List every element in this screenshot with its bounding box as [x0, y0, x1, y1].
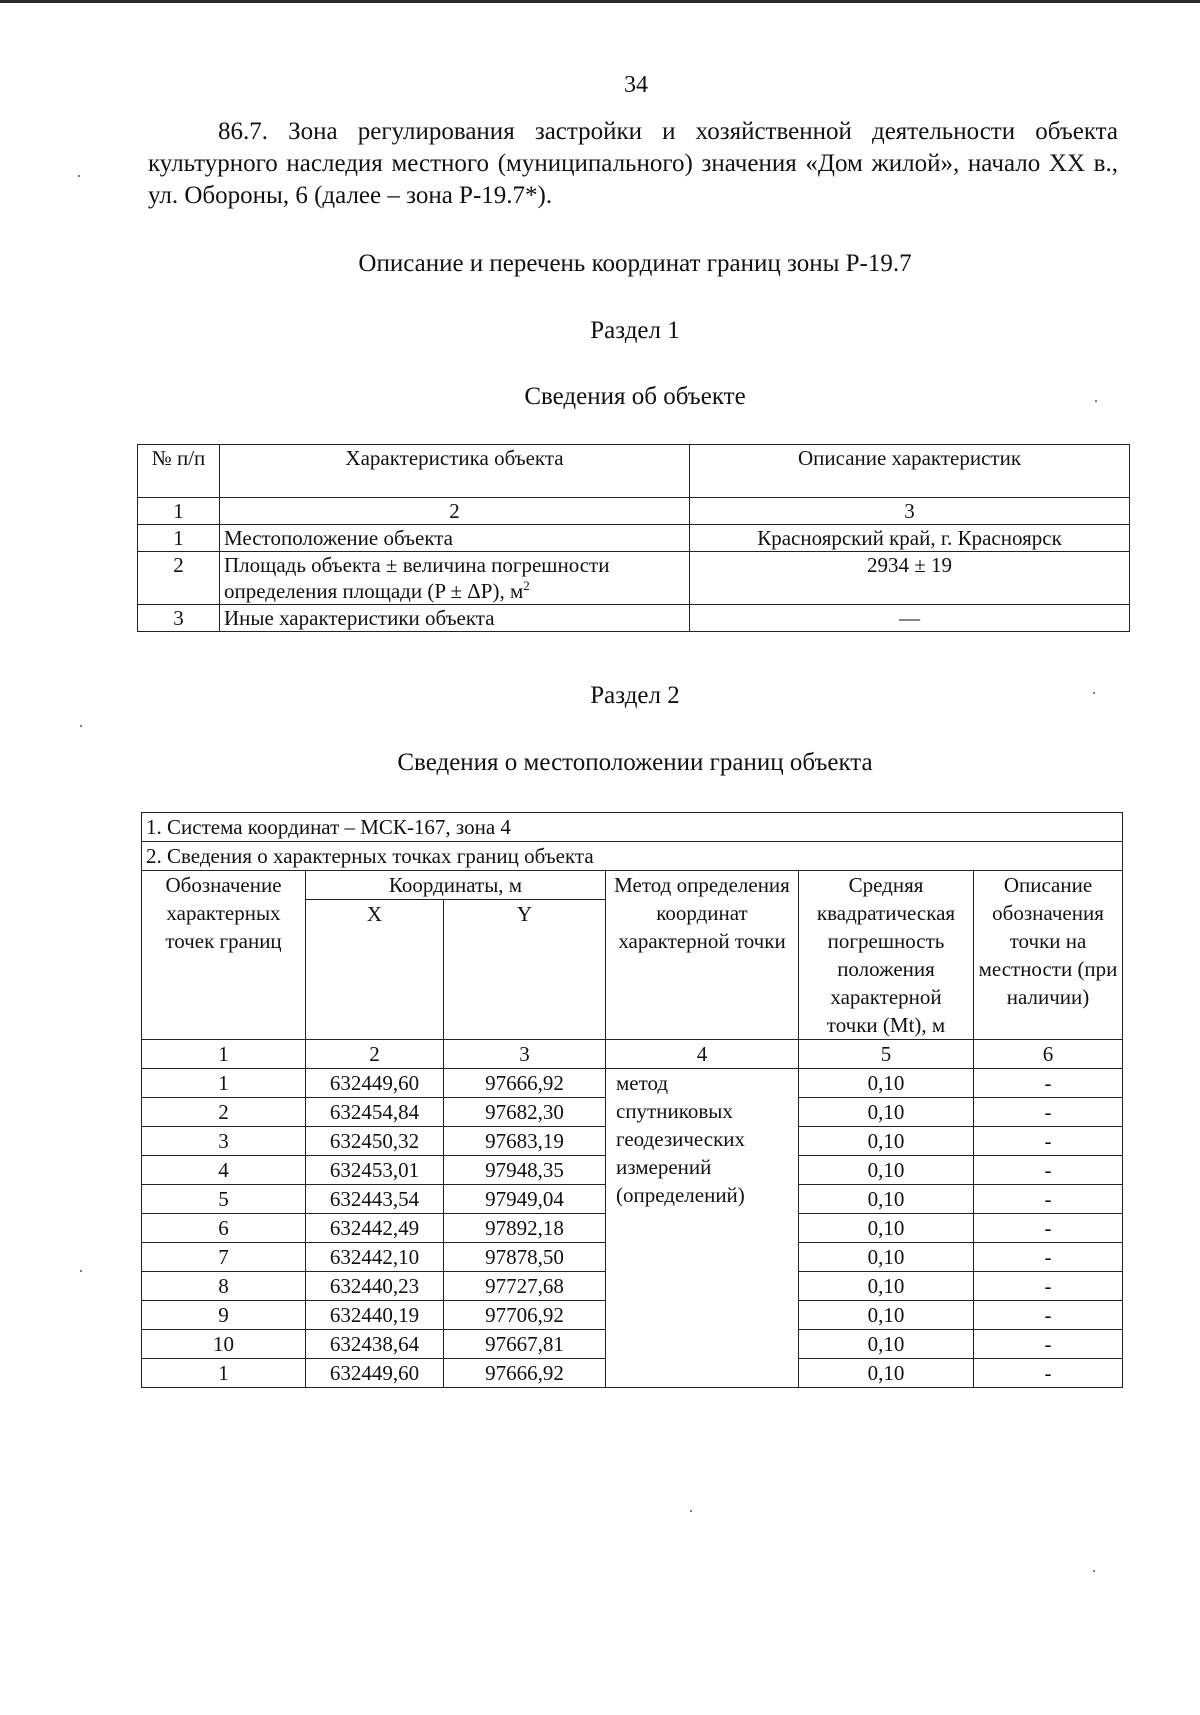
point-mt: 0,10	[799, 1069, 974, 1098]
header-method: Метод определения координат характерной точки	[606, 871, 799, 1040]
point-desc: -	[974, 1214, 1123, 1243]
point-y: 97666,92	[444, 1069, 606, 1098]
row-description: Красноярский край, г. Красноярск	[690, 525, 1130, 552]
point-y: 97682,30	[444, 1098, 606, 1127]
point-y: 97667,81	[444, 1330, 606, 1359]
table-row	[138, 525, 1130, 552]
header-cell-description: Описание характеристик	[690, 445, 1130, 498]
point-mt: 0,10	[799, 1243, 974, 1272]
section2-subheading: Сведения о местоположении границ объекта	[397, 749, 873, 776]
method-cell: метод спутниковых геодезических измерений (определений)	[606, 1069, 799, 1388]
numbering-cell: 6	[974, 1040, 1123, 1069]
object-info-table	[137, 444, 1130, 632]
point-designation: 1	[142, 1069, 306, 1098]
numbering-cell: 1	[138, 498, 220, 525]
point-y: 97683,19	[444, 1127, 606, 1156]
points-table-body	[142, 1069, 1123, 1388]
unit-superscript: 2	[523, 578, 530, 593]
point-designation: 5	[142, 1185, 306, 1214]
boundary-points-table	[141, 812, 1123, 1388]
point-x: 632454,84	[306, 1098, 444, 1127]
point-desc: -	[974, 1243, 1123, 1272]
point-y: 97878,50	[444, 1243, 606, 1272]
numbering-cell: 2	[220, 498, 690, 525]
header-x: X	[306, 900, 444, 1040]
point-mt: 0,10	[799, 1301, 974, 1330]
point-desc: -	[974, 1127, 1123, 1156]
point-mt: 0,10	[799, 1156, 974, 1185]
point-desc: -	[974, 1069, 1123, 1098]
numbering-cell: 3	[690, 498, 1130, 525]
table-row	[138, 552, 1130, 605]
point-designation: 1	[142, 1359, 306, 1388]
scan-speck	[690, 1510, 692, 1512]
point-desc: -	[974, 1301, 1123, 1330]
point-designation: 4	[142, 1156, 306, 1185]
point-designation: 2	[142, 1098, 306, 1127]
table-header-row	[138, 445, 1130, 498]
point-mt: 0,10	[799, 1214, 974, 1243]
page-number: 34	[624, 72, 648, 98]
point-mt: 0,10	[799, 1185, 974, 1214]
header-description: Описание обозначения точки на местности (при наличии)	[974, 871, 1123, 1040]
table-row	[138, 605, 1130, 632]
row-characteristic-text: Площадь объекта ± величина погрешности определения площади (P ± ΔP), м	[224, 553, 610, 603]
point-designation: 7	[142, 1243, 306, 1272]
row-description: 2934 ± 19	[690, 552, 1130, 605]
points-title-cell: 2. Сведения о характерных точках границ объекта	[142, 842, 1123, 871]
point-x: 632438,64	[306, 1330, 444, 1359]
table-row	[142, 1069, 1123, 1098]
point-designation: 8	[142, 1272, 306, 1301]
point-designation: 3	[142, 1127, 306, 1156]
numbering-cell: 2	[306, 1040, 444, 1069]
table-header-row	[142, 871, 1123, 900]
section1-subheading: Сведения об объекте	[524, 383, 746, 410]
point-designation: 6	[142, 1214, 306, 1243]
point-mt: 0,10	[799, 1127, 974, 1156]
point-mt: 0,10	[799, 1330, 974, 1359]
header-error: Средняя квадратическая погрешность положения характерной точки (Mt), м	[799, 871, 974, 1040]
header-cell-num: № п/п	[138, 445, 220, 498]
point-desc: -	[974, 1272, 1123, 1301]
scan-speck	[1093, 692, 1095, 694]
table-numbering-row	[138, 498, 1130, 525]
point-desc: -	[974, 1156, 1123, 1185]
point-x: 632442,49	[306, 1214, 444, 1243]
row-num: 3	[138, 605, 220, 632]
numbering-cell: 1	[142, 1040, 306, 1069]
point-y: 97949,04	[444, 1185, 606, 1214]
numbering-cell: 5	[799, 1040, 974, 1069]
header-designation: Обозначение характерных точек границ	[142, 871, 306, 1040]
point-y: 97727,68	[444, 1272, 606, 1301]
point-mt: 0,10	[799, 1359, 974, 1388]
row-num: 1	[138, 525, 220, 552]
points-title-row	[142, 842, 1123, 871]
section1-heading: Раздел 1	[590, 317, 680, 344]
table-numbering-row	[142, 1040, 1123, 1069]
point-desc: -	[974, 1185, 1123, 1214]
point-desc: -	[974, 1359, 1123, 1388]
scan-speck	[80, 1270, 82, 1272]
point-designation: 10	[142, 1330, 306, 1359]
row-characteristic: Иные характеристики объекта	[220, 605, 690, 632]
numbering-cell: 4	[606, 1040, 799, 1069]
point-y: 97892,18	[444, 1214, 606, 1243]
header-coordinates: Координаты, м	[306, 871, 606, 900]
coord-system-cell: 1. Система координат – МСК-167, зона 4	[142, 813, 1123, 842]
scan-speck	[78, 175, 80, 177]
row-num: 2	[138, 552, 220, 605]
point-mt: 0,10	[799, 1272, 974, 1301]
coord-system-row	[142, 813, 1123, 842]
point-desc: -	[974, 1330, 1123, 1359]
numbering-cell: 3	[444, 1040, 606, 1069]
row-characteristic	[220, 552, 690, 605]
row-characteristic: Местоположение объекта	[220, 525, 690, 552]
point-y: 97666,92	[444, 1359, 606, 1388]
point-x: 632450,32	[306, 1127, 444, 1156]
section2-heading: Раздел 2	[590, 682, 680, 709]
header-y: Y	[444, 900, 606, 1040]
point-x: 632449,60	[306, 1069, 444, 1098]
intro-paragraph	[148, 116, 1118, 212]
intro-text: 86.7. Зона регулирования застройки и хозяйственной деятельности объекта культурного наследия местного (муниципального) значения «Дом жилой», начало XX в., ул. Обороны, 6 (далее – зона Р-19.7*).	[148, 118, 1118, 209]
point-x: 632443,54	[306, 1185, 444, 1214]
scan-speck	[1095, 400, 1097, 402]
point-x: 632449,60	[306, 1359, 444, 1388]
point-desc: -	[974, 1098, 1123, 1127]
scan-speck	[80, 725, 82, 727]
point-x: 632442,10	[306, 1243, 444, 1272]
point-designation: 9	[142, 1301, 306, 1330]
page-top-edge	[0, 0, 1200, 3]
point-x: 632440,19	[306, 1301, 444, 1330]
document-title: Описание и перечень координат границ зоны Р-19.7	[358, 250, 912, 277]
point-x: 632453,01	[306, 1156, 444, 1185]
header-cell-characteristic: Характеристика объекта	[220, 445, 690, 498]
point-x: 632440,23	[306, 1272, 444, 1301]
point-mt: 0,10	[799, 1098, 974, 1127]
row-description: —	[690, 605, 1130, 632]
scan-speck	[1093, 1570, 1095, 1572]
point-y: 97706,92	[444, 1301, 606, 1330]
point-y: 97948,35	[444, 1156, 606, 1185]
